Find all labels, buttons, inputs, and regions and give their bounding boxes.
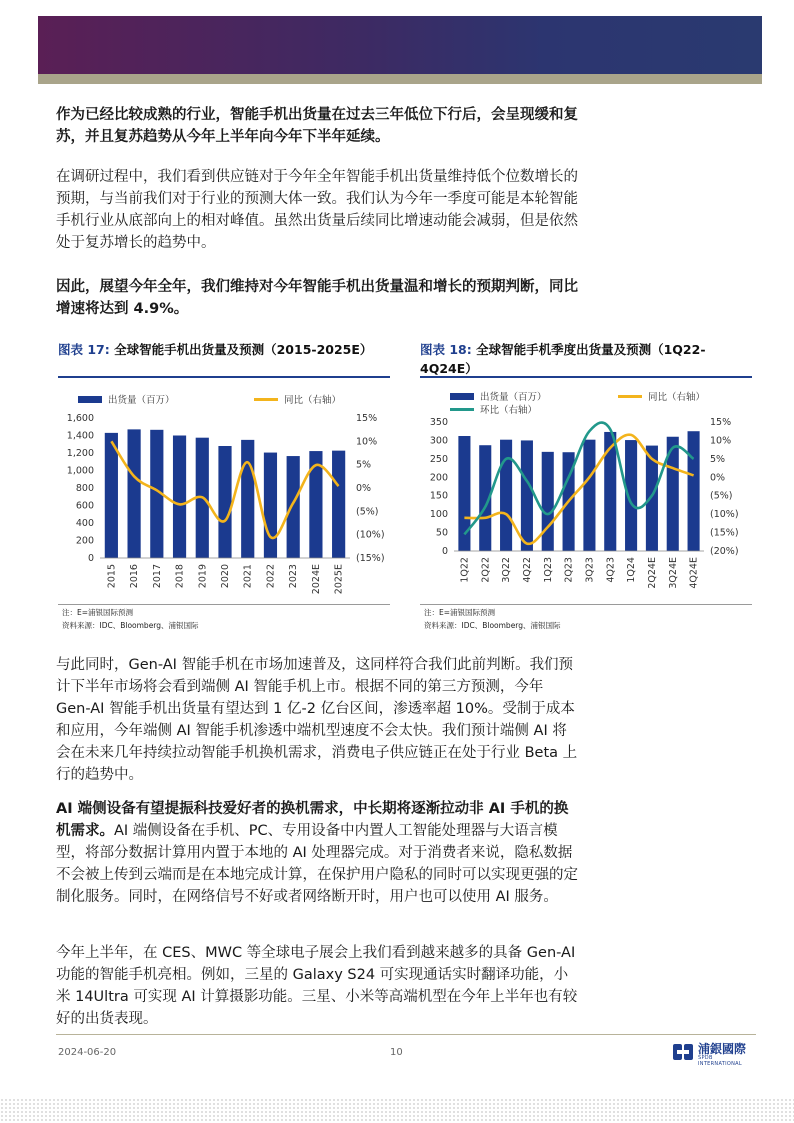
chart-2-ytick: 0	[441, 546, 448, 557]
paragraph-5-lead: AI 端侧设备有望提振科技爱好者的换机需求，中长期将逐渐拉动非 AI 手机的换机需求。	[56, 801, 569, 839]
footer-date: 2024-06-20	[58, 1047, 117, 1058]
chart-1-xtick: 2016	[129, 564, 141, 589]
chart-1-legend-label-0: 出货量（百万）	[108, 395, 175, 406]
chart-2-ytick: 300	[429, 435, 448, 447]
paragraph-2: 在调研过程中，我们看到供应链对于今年全年智能手机出货量维持低个位数增长的预期，与当前我们对于行业的预测大体一致。我们认为今年一季度可能是本轮智能手机行业从底部向上的相对峰值。虽然出货量后续同比增速动能会减弱，但是依然处于复苏增长的趋势中。	[56, 169, 578, 251]
chart-2-note	[424, 606, 561, 632]
chart-2-title-text: 全球智能手机季度出货量及预测（1Q22-4Q24E）	[420, 342, 706, 376]
chart-1-y2tick: 15%	[356, 413, 378, 424]
chart-2-y2tick: (20%)	[710, 546, 739, 557]
chart-2-xtick: 1Q22	[459, 557, 471, 583]
chart-1-title-rule	[58, 376, 390, 378]
chart-1-note	[62, 606, 199, 632]
chart-2-y2tick: 15%	[710, 417, 732, 428]
chart-1-bar	[241, 440, 254, 558]
chart-2-xtick: 1Q24	[626, 557, 638, 583]
chart-1-legend-swatch-0	[78, 396, 102, 403]
chart-1-xtick: 2022	[265, 564, 277, 589]
chart-2-bar	[604, 432, 616, 551]
chart-2-legend-label-2: 环比（右轴）	[480, 405, 538, 416]
chart-1-y2tick: (15%)	[356, 553, 385, 564]
footer-rule	[56, 1034, 756, 1035]
chart-2-note-line-1: 注：E=浦银国际预测	[424, 608, 496, 617]
chart-2-xtick: 3Q24E	[667, 557, 679, 589]
chart-2-y2tick: (10%)	[710, 509, 739, 521]
chart-2-xtick: 2Q22	[480, 557, 492, 583]
chart-1-xtick: 2023	[288, 564, 300, 589]
chart-2-y2tick: 5%	[710, 453, 726, 465]
paragraph-4: 与此同时，Gen-AI 智能手机在市场加速普及，这同样符合我们此前判断。我们预计下半年市场将会看到端侧 AI 智能手机上市。根据不同的第三方预测，今年 Gen-AI 智能手机出货量有望达到 1 亿-2 亿台区间，渗透率超 10%。受制于成本和应用，今年端侧 AI 智能手机渗透中端机型速度不会太快。我们预计端侧 AI 将会在未来几年持续拉动智能手机换机需求，消费电子供应链正在处于行业 Beta 上行的趋势中。	[56, 657, 578, 783]
chart-1-note-rule	[58, 604, 390, 605]
chart-1-y2tick: (10%)	[356, 529, 385, 541]
chart-2-bar	[583, 440, 595, 551]
chart-2-ytick: 200	[429, 472, 448, 484]
chart-1-title	[58, 340, 388, 359]
logo-icon	[672, 1041, 694, 1063]
chart-1-y2tick: 5%	[356, 459, 372, 471]
chart-2-xtick: 2Q24E	[646, 557, 658, 589]
chart-2-xtick: 4Q22	[521, 557, 533, 583]
chart-1-svg	[58, 384, 398, 602]
page-number: 10	[390, 1047, 403, 1058]
paragraph-5-rest: AI 端侧设备在手机、PC、专用设备中内置人工智能处理器与大语言模型，将部分数据计算用内置于本地的 AI 处理器完成。对于消费者来说，隐私数据不会被上传到云端而是在本地完成计算，在保护用户隐私的同时可以实现更强的定制化服务。同时，在网络信号不好或者网络断开时，用户也可以使用 AI 服务。	[56, 823, 578, 905]
chart-1-bar	[105, 433, 118, 558]
chart-1-xtick: 2018	[174, 564, 186, 589]
chart-2-legend-swatch-0	[450, 393, 474, 400]
chart-2-legend-label-1: 同比（右轴）	[648, 392, 706, 403]
chart-2-y2tick: 0%	[710, 472, 726, 484]
chart-1-ytick: 1,400	[66, 430, 94, 442]
chart-2-line-1	[464, 423, 693, 535]
chart-2-xtick: 1Q23	[542, 557, 554, 583]
chart-2-ytick: 50	[435, 527, 448, 539]
logo-text-cn: 浦銀國際	[698, 1042, 747, 1056]
chart-1-legend-label-1: 同比（右轴）	[284, 395, 342, 406]
chart-2-note-rule	[420, 604, 752, 605]
chart-2-bar	[688, 431, 700, 551]
chart-1-ytick: 1,600	[66, 413, 94, 424]
paragraph-1: 作为已经比较成熟的行业，智能手机出货量在过去三年低位下行后，会呈现缓和复苏，并且复苏趋势从今年上半年向今年下半年延续。	[56, 107, 578, 145]
paragraph-6: 今年上半年，在 CES、MWC 等全球电子展会上我们看到越来越多的具备 Gen-AI 功能的智能手机亮相。例如，三星的 Galaxy S24 可实现通话实时翻译功能，小米 14Ultra 可实现 AI 计算摄影功能。三星、小米等高端机型在今年上半年也有较好的出货表现。	[56, 945, 578, 1027]
chart-1-ytick: 0	[87, 553, 94, 564]
chart-1-bar	[264, 453, 277, 558]
chart-2-xtick: 2Q23	[563, 557, 575, 583]
chart-2-xtick: 4Q24E	[688, 557, 700, 589]
chart-2-xtick: 3Q23	[584, 557, 596, 583]
brand-logo	[672, 1040, 752, 1067]
chart-1-note-line-1: 注：E=浦银国际预测	[62, 608, 134, 617]
chart-1-fig-label: 图表 17:	[58, 342, 110, 357]
chart-2-ytick: 250	[429, 453, 448, 465]
chart-1-bar	[332, 451, 345, 558]
chart-2-title-rule	[420, 376, 752, 378]
chart-2-legend-label-0: 出货量（百万）	[480, 392, 547, 403]
chart-1-bar	[218, 446, 231, 558]
chart-1-xtick: 2024E	[310, 564, 322, 595]
paragraph-5	[56, 798, 580, 908]
chart-1-xtick: 2019	[197, 564, 209, 589]
chart-1-ytick: 400	[75, 518, 94, 529]
chart-2-bar	[521, 440, 533, 551]
chart-2-y2tick: (5%)	[710, 490, 733, 502]
chart-1-bar	[287, 456, 300, 558]
chart-2-xtick: 4Q23	[605, 557, 617, 583]
chart-2-bar	[500, 440, 512, 551]
chart-1-xtick: 2025E	[333, 564, 345, 595]
chart-1-xtick: 2021	[242, 564, 254, 589]
chart-1-y2tick: (5%)	[356, 506, 379, 518]
chart-1-xtick: 2015	[106, 564, 118, 589]
chart-1-y2tick: 0%	[356, 483, 372, 494]
chart-2-xtick: 3Q22	[501, 557, 513, 583]
chart-1-xtick: 2017	[151, 564, 163, 589]
chart-1-ytick: 200	[75, 535, 94, 547]
chart-2-svg	[420, 384, 760, 602]
chart-1-source: 资料来源：IDC、Bloomberg、浦银国际	[62, 621, 199, 630]
header-banner	[38, 16, 762, 74]
paragraph-3: 因此，展望今年全年，我们维持对今年智能手机出货量温和增长的预期判断，同比增速将达到 4.9%。	[56, 279, 578, 317]
chart-2-ytick: 350	[429, 417, 448, 428]
chart-1-ytick: 600	[75, 500, 94, 512]
chart-2-ytick: 150	[429, 490, 448, 502]
chart-1-ytick: 800	[75, 483, 94, 494]
chart-1-ytick: 1,200	[66, 448, 94, 459]
chart-1-xtick: 2020	[220, 564, 231, 589]
chart-2-title	[420, 340, 750, 378]
chart-1-y2tick: 10%	[356, 436, 378, 448]
logo-text-en: SPDB INTERNATIONAL	[698, 1055, 742, 1067]
chart-2-fig-label: 图表 18:	[420, 342, 472, 357]
header-strip	[38, 74, 762, 84]
chart-1-ytick: 1,000	[66, 465, 94, 477]
chart-1-title-text: 全球智能手机出货量及预测（2015-2025E）	[114, 342, 373, 357]
chart-1-bar	[173, 436, 186, 559]
chart-2-bar	[542, 452, 554, 551]
chart-2-y2tick: (15%)	[710, 527, 739, 539]
footer-pattern	[0, 1098, 794, 1123]
chart-2-y2tick: 10%	[710, 435, 732, 447]
chart-1-bar	[128, 429, 141, 558]
chart-2-source: 资料来源：IDC、Bloomberg、浦银国际	[424, 621, 561, 630]
chart-2-ytick: 100	[429, 509, 448, 521]
